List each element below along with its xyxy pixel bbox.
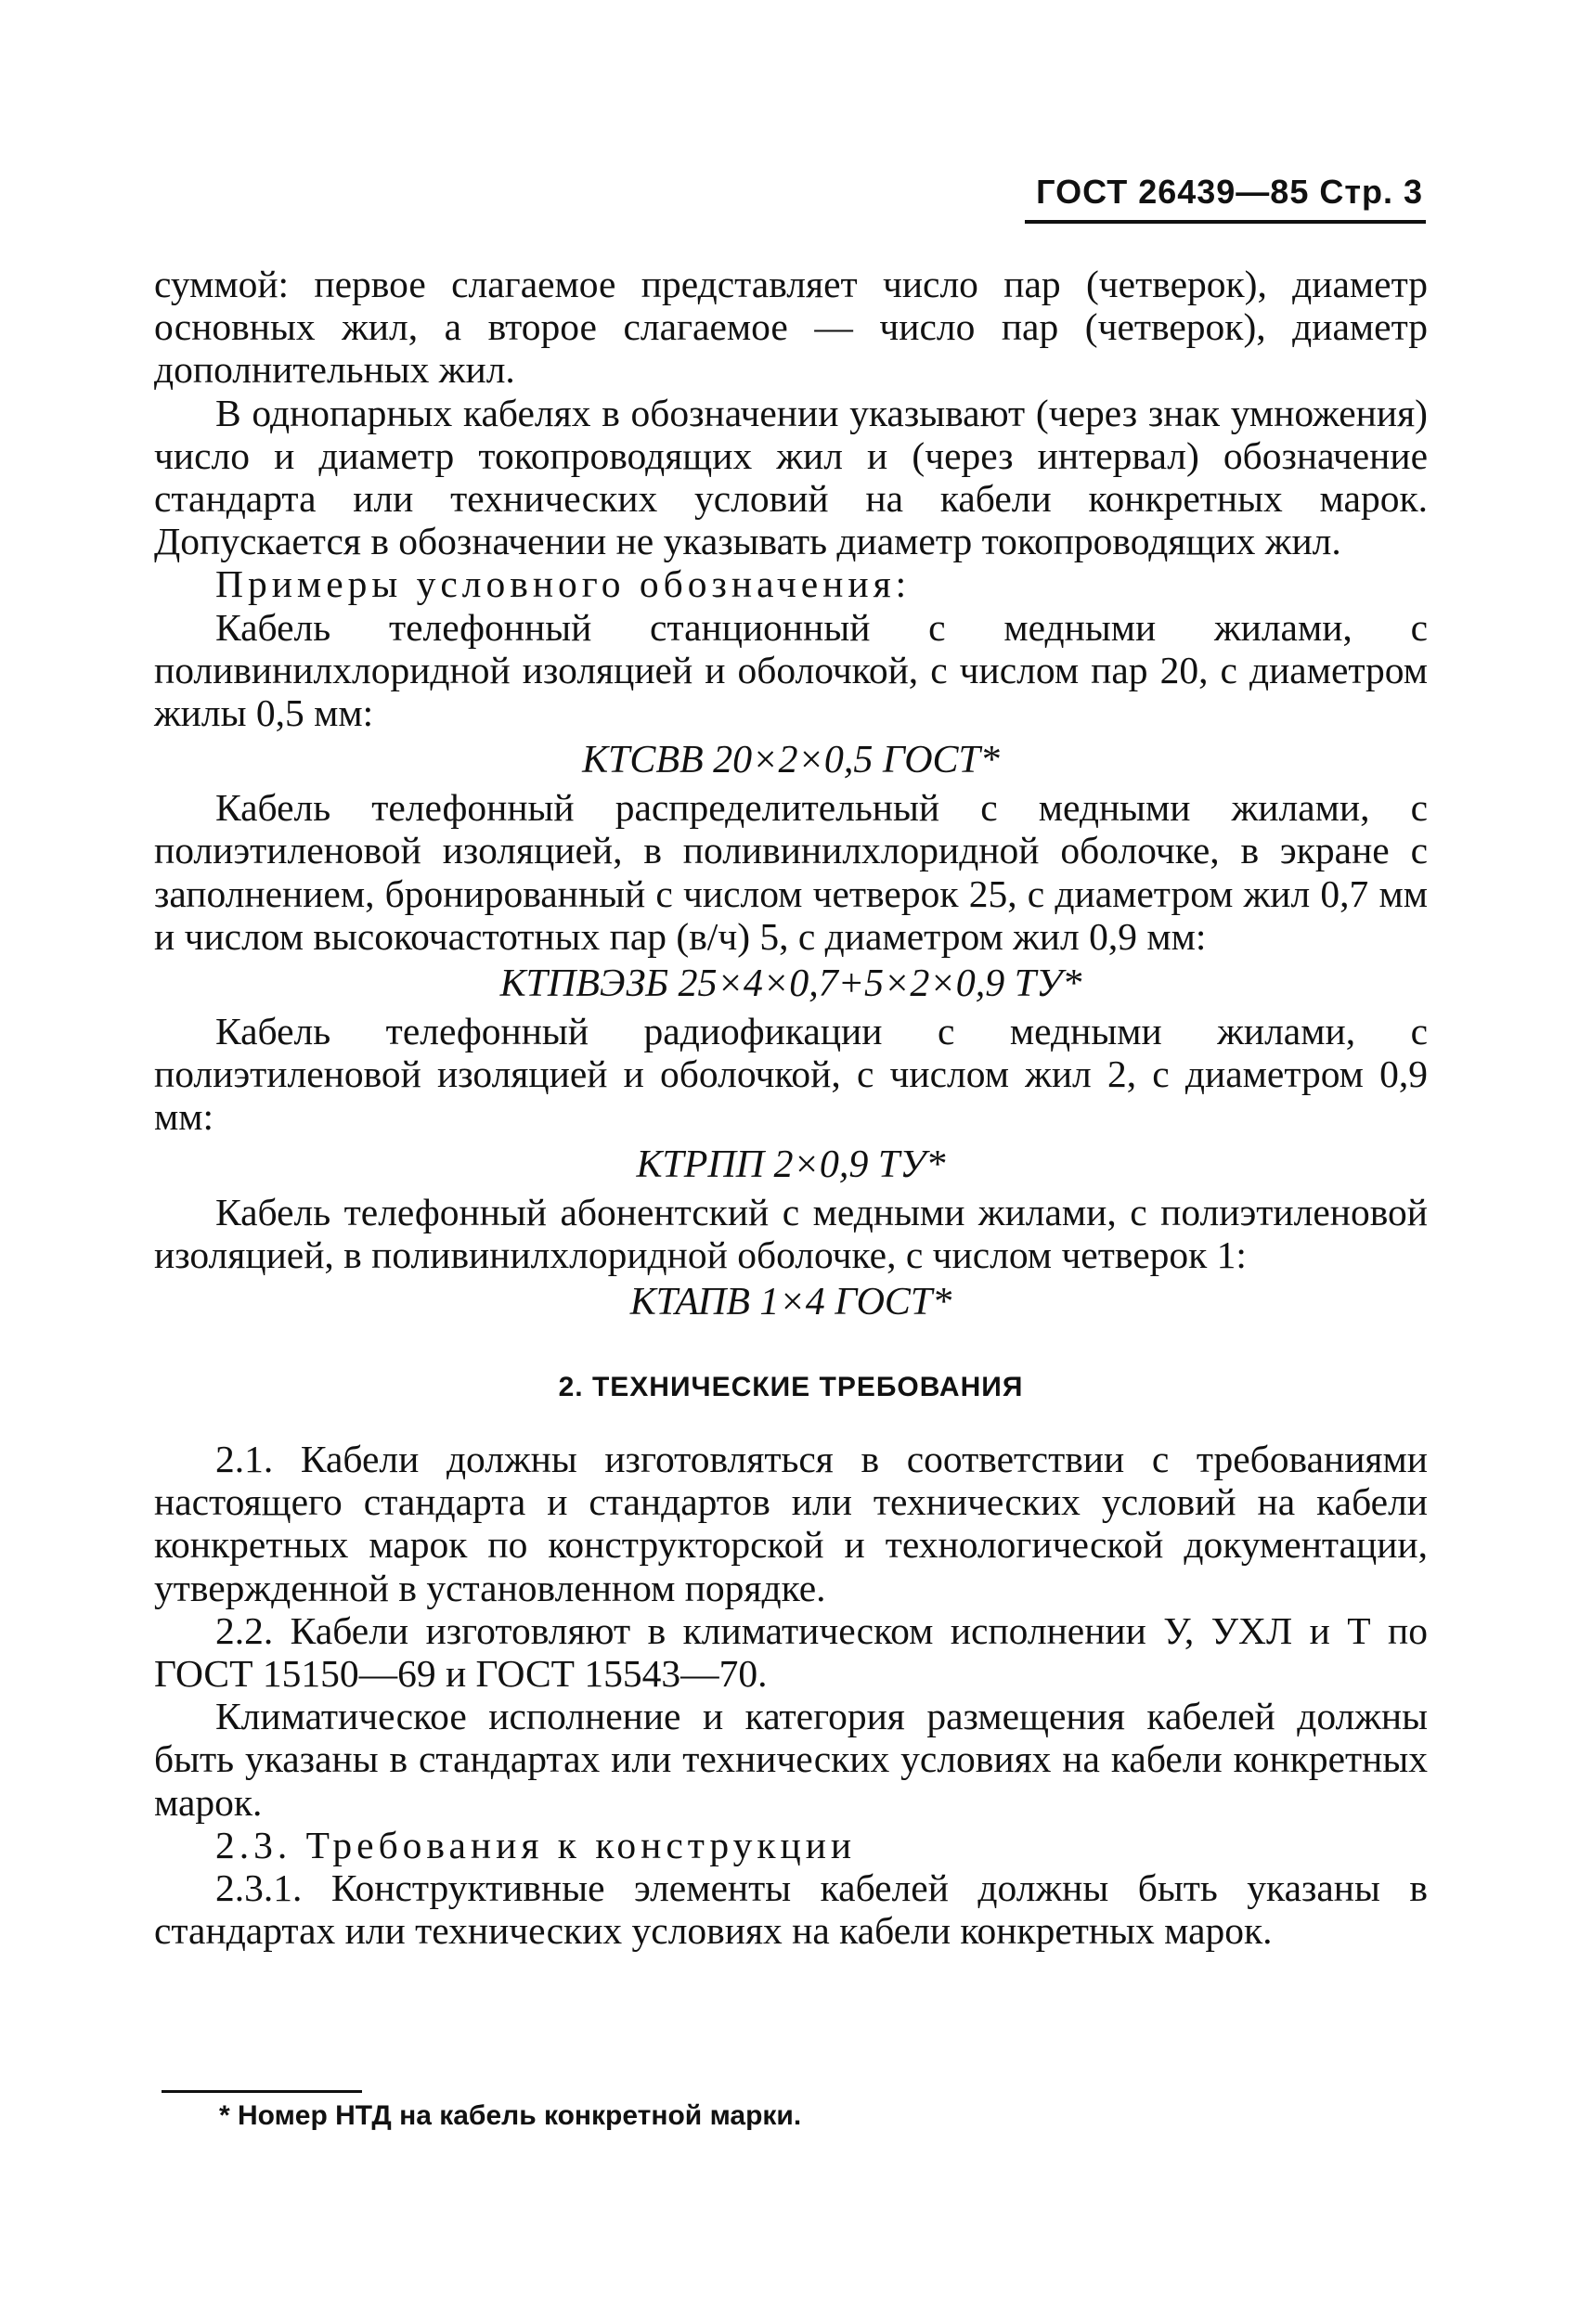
section-title: 2. ТЕХНИЧЕСКИЕ ТРЕБОВАНИЯ xyxy=(558,1372,1024,1403)
footnote: * Номер НТД на кабель конкретной марки. xyxy=(219,2100,802,2131)
example-3-text: Кабель телефонный радиофикации с медными жилами, с полиэтиленовой изоляцией и оболочкой, с числом жил 2, с диаметром 0,9 мм: xyxy=(154,1010,1428,1139)
clause-2-3-1: 2.3.1. Конструктивные элементы кабелей должны быть указаны в стандартах или технических условиях на кабели конкретных марок. xyxy=(154,1866,1428,1953)
example-1-text: Кабель телефонный станционный с медными жилами, с поливинилхлоридной изоляцией и оболочкой, с числом пар 20, с диаметром жилы 0,5 мм: xyxy=(154,605,1428,735)
clause-2-2-continuation: Климатическое исполнение и категория размещения кабелей должны быть указаны в стандартах или технических условиях на кабели конкретных марок. xyxy=(154,1695,1428,1824)
clause-2-3-heading: 2.3. Требования к конструкции xyxy=(215,1823,857,1866)
example-4-text: Кабель телефонный абонентский с медными жилами, с полиэтиленовой изоляцией, в поливинилхлоридной оболочке, с числом четверок 1: xyxy=(154,1190,1428,1276)
example-1-formula: КТСВВ 20×2×0,5 ГОСТ* xyxy=(582,739,1000,782)
example-2-text: Кабель телефонный распределительный с медными жилами, с полиэтиленовой изоляцией, в поливинилхлоридной оболочке, в экране с заполнением, бронированный с числом четверок 25, с диаметром жил 0,7 мм и числом высокочастотных пар (в/ч) 5, с диаметром жил 0,9 мм: xyxy=(154,786,1428,958)
example-3-formula: КТРПП 2×0,9 ТУ* xyxy=(636,1143,946,1186)
body-text xyxy=(154,263,1428,1953)
examples-heading: Примеры условного обозначения: xyxy=(215,562,912,606)
footnote-rule xyxy=(162,2090,362,2093)
header-rule xyxy=(1025,220,1426,224)
running-header: ГОСТ 26439—85 Стр. 3 xyxy=(1036,173,1423,211)
paragraph-continuation: суммой: первое слагаемое представляет число пар (четверок), диаметр основных жил, а второе слагаемое — число пар (четверок), диаметр дополнительных жил. xyxy=(154,263,1428,392)
paragraph-single-pair: В однопарных кабелях в обозначении указывают (через знак умножения) число и диаметр токопроводящих жил и (через интервал) обозначение стандарта или технических условий на кабели конкретных марок. Допускается в обозначении не указывать диаметр токопроводящих жил. xyxy=(154,391,1428,563)
example-4-formula: КТАПВ 1×4 ГОСТ* xyxy=(629,1281,952,1324)
clause-2-2: 2.2. Кабели изготовляют в климатическом исполнении У, УХЛ и Т по ГОСТ 15150—69 и ГОСТ 15543—70. xyxy=(154,1608,1428,1696)
example-2-formula: КТПВЭЗБ 25×4×0,7+5×2×0,9 ТУ* xyxy=(499,962,1082,1006)
clause-2-1: 2.1. Кабели должны изготовляться в соответствии с требованиями настоящего стандарта и стандартов или технических условий на кабели конкретных марок по конструкторской и технологической документации, утвержденной в установленном порядке. xyxy=(154,1438,1428,1609)
